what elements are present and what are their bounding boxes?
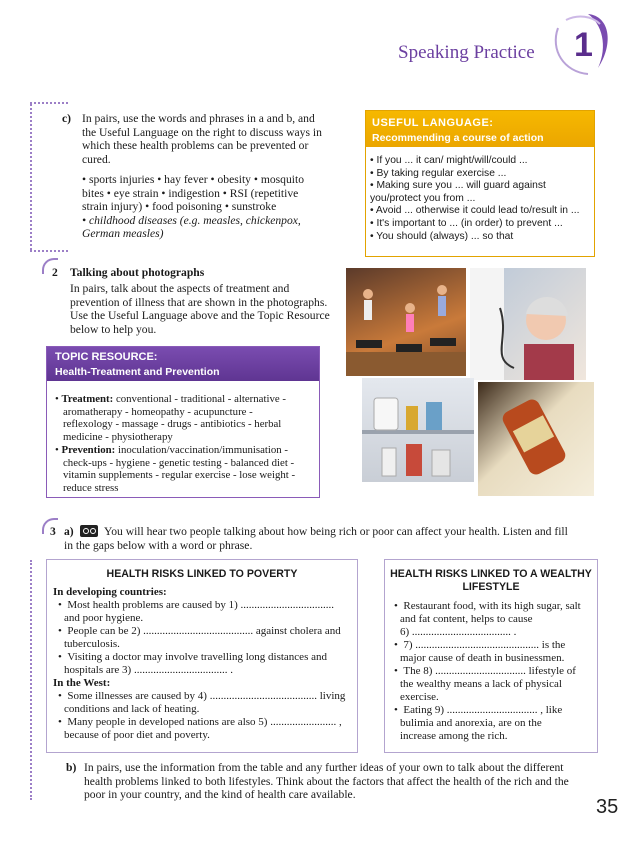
chapter-number: 1 (574, 26, 593, 64)
text-line: HEALTH RISKS LINKED TO A WEALTHY (390, 568, 592, 580)
exercise-3b-instructions (84, 761, 614, 802)
text-line: poor in your country, and the kind of health care available. (84, 788, 356, 802)
exercise-2-title: Talking about photographs (70, 266, 205, 279)
text-line: • sports injuries • hay fever • obesity • mosquito (82, 173, 304, 186)
dotted-margin-line (30, 104, 32, 250)
bullet: • (58, 599, 68, 611)
treatment-entry: • Treatment: conventional - traditional - alternative - (55, 393, 286, 405)
text-line: Visiting a doctor may involve travelling long distances and (67, 651, 327, 663)
dotted-margin-line (30, 560, 32, 800)
text-line: Some illnesses are caused by 4) ....................................... living (67, 690, 346, 702)
exercise-3a-line2: in the gaps below with a word or phrase. (64, 539, 253, 552)
wealth-table-title (385, 568, 597, 594)
exercise-2-number: 2 (52, 266, 58, 279)
list-item: you/protect you from ... (370, 192, 476, 204)
text-line: reduce stress (63, 481, 119, 494)
page-title: Speaking Practice (398, 42, 535, 63)
text-line: check-ups - hygiene - genetic testing - balanced diet - (63, 456, 295, 469)
bullet: • (394, 600, 404, 612)
text-line: exercise. (400, 691, 439, 703)
bullet: • (394, 704, 404, 716)
text-line: major cause of death in businessmen. (400, 652, 565, 664)
text-line: Eating 9) ................................. , like (403, 704, 563, 716)
gap-item-5 (53, 716, 353, 729)
text-line: 7) ............................................. is the (403, 639, 566, 651)
text-line: Most health problems are caused by 1) .................................. (67, 599, 335, 611)
text-line: 6) .................................... . (400, 626, 517, 638)
text-line: inoculation/vaccination/immunisation - (117, 443, 288, 456)
dotted-divider (30, 102, 68, 104)
wealth-risks-table (384, 559, 598, 753)
text-line: • childhood diseases (e.g. measles, chickenpox, (82, 213, 301, 227)
text-line: which these health problems can be prevented or (82, 139, 309, 153)
text-line: conventional - traditional - alternative - (115, 393, 286, 405)
gap-item-9 (389, 704, 595, 717)
text-line: In pairs, use the information from the table and any further ideas of your own to talk about the different (84, 761, 564, 774)
gap-item-8 (389, 665, 595, 678)
text-line: aromatherapy - homeopathy - acupuncture - (63, 405, 253, 418)
exercise-3a-label: a) (64, 525, 74, 538)
text-line: health problems linked to both lifestyles. Think about the factors that affect the health of the rich and the (84, 774, 569, 788)
exercise-3b-label: b) (66, 761, 77, 774)
bullet: • (58, 716, 68, 728)
gap-item-3 (53, 651, 353, 664)
text-line: strain injury) • food poisoning • sunstroke (82, 200, 277, 214)
text-line: vitamin supplements - regular exercise - lose weight - (63, 469, 296, 482)
health-problems-list (82, 173, 352, 241)
list-item: • By taking regular exercise ... (370, 167, 507, 179)
photo-herbal-remedies (478, 382, 594, 496)
photo-medicine-cabinet (362, 378, 474, 482)
bullet: • (58, 651, 68, 663)
topic-resource-body (55, 393, 311, 495)
aerobics-figures-illustration (346, 268, 466, 376)
exercise-3a-line1: You will hear two people talking about how being rich or poor can affect your health. Listen and fill (104, 525, 568, 538)
list-item: • Making sure you ... will guard against (370, 180, 546, 192)
list-item: • Avoid ... otherwise it could lead to/result in ... (370, 205, 580, 217)
text-line: In pairs, use the words and phrases in a and b, and (82, 112, 315, 125)
photo-aerobics-class (346, 268, 466, 376)
text-line: medicine - physiotherapy (63, 431, 173, 444)
gap-item-4 (53, 690, 353, 703)
poverty-table-body (53, 586, 353, 742)
bullet: • (58, 690, 68, 702)
text-line: the Useful Language on the right to discuss ways in (82, 125, 322, 139)
text-line: conditions and lack of heating. (64, 703, 200, 715)
useful-language-heading: USEFUL LANGUAGE: (372, 117, 494, 129)
list-item: • You should (always) ... so that (370, 230, 514, 242)
text-line: and fat content, helps to cause (400, 613, 533, 625)
prevention-label: Prevention: (61, 443, 116, 456)
text-line: LIFESTYLE (462, 581, 520, 593)
gap-item-7 (389, 639, 595, 652)
useful-language-list (370, 155, 579, 243)
text-line: bulimia and anorexia, are on the (400, 717, 542, 729)
topic-resource-heading: TOPIC RESOURCE: (55, 351, 158, 363)
photo-doctor-check-up (470, 268, 586, 380)
text-line: increase among the rich. (400, 730, 508, 742)
poverty-risks-table (46, 559, 358, 753)
text-line: cured. (82, 152, 111, 166)
text-line: bites • eye strain • indigestion • RSI (repetitive (82, 186, 299, 200)
text-line: People can be 2) ........................................ against cholera and (67, 625, 341, 637)
gap-item-1 (53, 599, 353, 612)
text-line: reflexology - massage - drugs - antibiotics - herbal (63, 418, 282, 431)
text-line: In pairs, talk about the aspects of treatment and (70, 282, 290, 295)
treatment-label: Treatment: (61, 393, 114, 405)
list-item: • It's important to ... (in order) to prevent ... (370, 217, 563, 229)
section-heading: In developing countries: (53, 586, 167, 598)
text-line: below to help you. (70, 322, 157, 336)
text-line: prevention of illness that are shown in the photographs. (70, 295, 328, 309)
wealth-table-body (389, 600, 595, 743)
useful-language-subheading: Recommending a course of action (372, 132, 544, 144)
useful-language-header (366, 111, 594, 147)
dotted-divider (30, 250, 68, 252)
herbal-bottle-illustration (478, 382, 594, 496)
text-line: The 8) ................................. lifestyle of (403, 665, 576, 677)
audio-cassette-icon[interactable] (80, 525, 98, 537)
prevention-entry: • Prevention: inoculation/vaccination/immunisation - (55, 443, 288, 456)
medicine-bottles-illustration (362, 378, 474, 482)
bullet: • (394, 665, 404, 677)
topic-resource-box (46, 346, 320, 498)
section-heading: In the West: (53, 677, 111, 689)
gap-item-6 (389, 600, 595, 613)
exercise-3-number: 3 (50, 525, 56, 538)
text-line: the wealthy means a lack of physical (400, 678, 562, 690)
bullet: • (58, 625, 68, 637)
topic-resource-header (47, 347, 319, 381)
list-item: • If you ... it can/ might/will/could ... (370, 155, 528, 166)
page-number: 35 (596, 796, 619, 818)
doctor-patient-illustration (470, 268, 586, 380)
poverty-table-title: HEALTH RISKS LINKED TO POVERTY (106, 568, 298, 580)
exercise-2-instructions (70, 282, 342, 336)
bullet: • (394, 639, 404, 651)
useful-language-box (365, 110, 595, 257)
exercise-1c-label: c) (62, 112, 72, 125)
text-line: German measles) (82, 227, 164, 241)
exercise-1c-instructions (82, 112, 352, 166)
text-line: and poor hygiene. (64, 612, 144, 624)
text-line: hospitals are 3) .................................. . (64, 664, 233, 676)
gap-item-2 (53, 625, 353, 638)
text-line: Restaurant food, with its high sugar, salt (403, 600, 581, 612)
topic-resource-subheading: Health-Treatment and Prevention (55, 366, 220, 378)
text-line: tuberculosis. (64, 638, 120, 650)
text-line: Use the Useful Language above and the Topic Resource (70, 309, 330, 323)
text-line: because of poor diet and poverty. (64, 729, 210, 741)
text-line: Many people in developed nations are also 5) ........................ , (67, 716, 342, 728)
